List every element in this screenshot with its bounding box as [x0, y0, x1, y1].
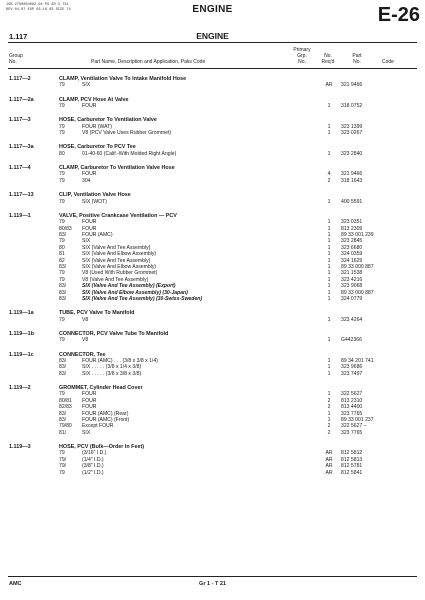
part-description: SIX (WOT)	[82, 198, 107, 205]
model-year: 79	[59, 177, 65, 184]
part-number: 89 33 000 887	[341, 289, 374, 296]
model-year: 79/	[59, 456, 67, 463]
part-description: V8	[82, 337, 89, 344]
part-description: (1/4" I.D.)	[82, 456, 104, 463]
part-number: 813 2309	[341, 225, 363, 232]
part-description: FOUR (AMC)	[82, 231, 113, 238]
quantity-required: AR	[325, 450, 333, 457]
column-header-line: No.	[353, 59, 361, 65]
group-number: 1.119—1c	[9, 351, 34, 358]
column-header-line: No.	[9, 59, 17, 65]
part-description: FOUR	[82, 171, 97, 178]
part-number: 323 0351	[341, 219, 363, 226]
quantity-required: AR	[325, 469, 333, 476]
group-title: CLAMP, Carburetor To Ventilation Valve Hose	[59, 165, 175, 172]
model-year: 79	[59, 219, 65, 226]
group-number: 1.119—1	[9, 212, 31, 219]
column-header-line: Group	[9, 53, 23, 59]
model-year: 83/	[59, 295, 67, 302]
column-header-line: No.	[298, 59, 306, 65]
part-row	[0, 296, 425, 302]
quantity-required: 1	[327, 225, 331, 232]
quantity-required: 1	[327, 416, 331, 423]
part-group	[0, 352, 425, 378]
footer-rule	[8, 576, 417, 577]
part-number: 89 33 001 239	[341, 231, 374, 238]
quantity-required: 1	[327, 103, 331, 110]
part-number: 323 6680	[341, 244, 363, 251]
group-title: HOSE, PCV (Bulk—Order In Feet)	[59, 443, 145, 450]
part-description: FOUR	[82, 397, 97, 404]
quantity-required: 2	[327, 423, 331, 430]
part-row	[0, 337, 425, 343]
quantity-required: 1	[327, 257, 331, 264]
model-year: 79/80	[59, 423, 72, 430]
part-description: SIX	[82, 238, 91, 245]
group-number: 1.117—3	[9, 117, 31, 124]
part-row	[0, 151, 425, 157]
quantity-required: 2	[327, 404, 331, 411]
quantity-required: 1	[327, 130, 331, 137]
model-year: 79/	[59, 463, 67, 470]
part-description: V8 (Valve And Tee Assembly)	[82, 276, 149, 283]
model-year: 79	[59, 238, 65, 245]
part-description: FOUR (AMC) (Front)	[82, 416, 130, 423]
quantity-required: 1	[327, 238, 331, 245]
model-year: 79	[59, 82, 65, 89]
part-group	[0, 310, 425, 323]
group-number: 1.117—3a	[9, 144, 34, 151]
group-title: HOSE, Carburetor To PCV Tee	[59, 144, 136, 151]
part-row	[0, 430, 425, 436]
part-description: SIX (Valve And Tee Assembly)	[82, 244, 151, 251]
part-description: FOUR (WAT)	[82, 123, 112, 130]
part-number: 321 9466	[341, 82, 363, 89]
part-group	[0, 117, 425, 136]
part-description: V8 (Used With Rubber Grommet)	[82, 270, 158, 277]
model-year: 82/83	[59, 404, 72, 411]
part-number: 89 34 201 741	[341, 357, 374, 364]
group-title: GROMMET, Cylinder Head Cover	[59, 384, 143, 391]
part-number: 322 5627 –	[341, 423, 367, 430]
part-description: SIX (Valve And Tee Assembly) (Export)	[82, 283, 176, 290]
model-year: 80	[59, 244, 65, 251]
quantity-required: 1	[327, 219, 331, 226]
model-year: 79	[59, 270, 65, 277]
column-header-line: Part	[352, 53, 362, 59]
group-number: 1.117—2	[9, 76, 31, 82]
part-group	[0, 444, 425, 476]
quantity-required: 2	[327, 429, 331, 436]
part-description: SIX . . . . . (3/8 x 1/4 x 3/8)	[82, 364, 142, 371]
part-number: 324 1629	[341, 257, 363, 264]
part-number: 321 1538	[341, 270, 363, 277]
group-number: 1.117—2a	[9, 96, 34, 103]
group-number: 1.119—2	[9, 384, 31, 391]
quantity-required: 1	[327, 364, 331, 371]
quantity-required: 2	[327, 177, 331, 184]
model-year: 79	[59, 123, 65, 130]
part-number: 812 5813	[341, 456, 363, 463]
header-rule-bottom	[8, 68, 417, 69]
part-number: 812 5812	[341, 450, 363, 457]
part-number: 323 7765	[341, 429, 363, 436]
part-number: 323 2845	[341, 238, 363, 245]
model-year: 83/	[59, 263, 67, 270]
part-number: 323 7765	[341, 410, 363, 417]
model-year: 80	[59, 150, 65, 157]
print-job-line: REV 04-07 EXP 03-18 03 SIZE 74	[6, 8, 71, 12]
column-header-code: Code	[382, 59, 394, 65]
part-group	[0, 213, 425, 302]
quantity-required: 1	[327, 270, 331, 277]
footer-center: Gr 1 - T 21	[199, 581, 226, 587]
quantity-required: 1	[327, 123, 331, 130]
model-year: 79	[59, 450, 65, 457]
model-year: 83/	[59, 231, 67, 238]
quantity-required: 1	[327, 263, 331, 270]
quantity-required: 1	[327, 370, 331, 377]
part-description: SIX (Valve And Elbow Assembly) (30-Japan)	[82, 289, 188, 296]
part-number: 323 1399	[341, 123, 363, 130]
model-year: 81	[59, 251, 65, 258]
part-row	[0, 103, 425, 109]
part-number: 323 2840	[341, 150, 363, 157]
column-header-group-no	[9, 53, 23, 65]
page-code: E-26	[377, 4, 420, 26]
quantity-required: 1	[327, 283, 331, 290]
part-description: V8	[82, 316, 89, 323]
part-description: FOUR	[82, 219, 97, 226]
part-group	[0, 165, 425, 184]
part-description: (3/8" I.D.)	[82, 463, 104, 470]
part-number: 318 0752	[341, 103, 363, 110]
model-year: 83/	[59, 289, 67, 296]
group-title: CLAMP, Ventilation Valve To Intake Manifold Hose	[59, 76, 187, 82]
group-number: 1.119—1b	[9, 330, 34, 337]
quantity-required: 1	[327, 391, 331, 398]
column-header-line: No.	[324, 53, 332, 59]
section-name: ENGINE	[196, 31, 229, 41]
print-job-line: JOB 2700004092-04 PG GR 3 T21	[6, 3, 69, 7]
part-description: SIX (Valve And Tee Assembly)	[82, 257, 151, 264]
quantity-required: 1	[327, 244, 331, 251]
group-title: HOSE, Carburetor To Ventilation Valve	[59, 117, 157, 124]
part-description: (3/16" I.D.)	[82, 450, 107, 457]
part-description: V8 (PCV Valve Uses Rubber Grommet)	[82, 130, 172, 137]
part-number: 813 4400	[341, 404, 363, 411]
group-number: 1.117—13	[9, 192, 34, 199]
model-year: 79	[59, 316, 65, 323]
quantity-required: 1	[327, 150, 331, 157]
quantity-required: 4	[327, 171, 331, 178]
column-header-qty	[318, 53, 338, 65]
quantity-required: 1	[327, 410, 331, 417]
part-number: 324 0359	[341, 251, 363, 258]
quantity-required: 1	[327, 357, 331, 364]
part-description: FOUR	[82, 225, 97, 232]
group-number: 1.119—1a	[9, 310, 34, 317]
column-header-primary-grp	[288, 47, 316, 65]
group-title: CLIP, Ventilation Valve Hose	[59, 192, 131, 199]
quantity-required: 1	[327, 231, 331, 238]
quantity-required: 1	[327, 198, 331, 205]
column-header-line: Req'd	[321, 59, 335, 65]
column-header-line: Grp.	[297, 53, 307, 59]
group-title: TUBE, PCV Valve To Manifold	[59, 310, 135, 317]
part-row	[0, 178, 425, 184]
part-row	[0, 470, 425, 476]
part-number: 400 5591	[341, 198, 363, 205]
part-number: 321 9466	[341, 171, 363, 178]
part-description: SIX . . . . . (3/8 x 3/8 x 3/8)	[82, 370, 142, 377]
column-header-part-no	[344, 53, 370, 65]
part-group	[0, 331, 425, 344]
model-year: 79	[59, 130, 65, 137]
model-year: 83/	[59, 357, 67, 364]
header-rule-top	[8, 42, 417, 43]
part-description: Except FOUR	[82, 423, 114, 430]
model-year: 79	[59, 391, 65, 398]
part-description: SIX (Valve And Tee Assembly) (30-Swiss-Sweden)	[82, 295, 203, 302]
part-number: 324 0779	[341, 295, 363, 302]
group-title: CLAMP, PCV Hose At Valve	[59, 96, 129, 103]
part-group	[0, 97, 425, 110]
part-number: G442366	[341, 337, 362, 344]
quantity-required: AR	[325, 463, 333, 470]
part-description: SIX (Valve And Elbow Assembly)	[82, 263, 157, 270]
model-year: 83/	[59, 370, 67, 377]
part-description: FOUR	[82, 391, 97, 398]
model-year: 80/81	[59, 397, 72, 404]
part-row	[0, 130, 425, 136]
model-year: 82	[59, 257, 65, 264]
column-header-line: Primary	[293, 47, 311, 53]
part-number: 323 4216	[341, 276, 363, 283]
group-number: 1.119—3	[9, 443, 31, 450]
quantity-required: 1	[327, 316, 331, 323]
part-number: 89 33 000 887	[341, 263, 374, 270]
model-year: 79	[59, 276, 65, 283]
part-row	[0, 371, 425, 377]
part-description: SIX	[82, 429, 91, 436]
part-number: 812 5781	[341, 463, 363, 470]
part-group	[0, 192, 425, 205]
quantity-required: 1	[327, 251, 331, 258]
section-number: 1.117	[9, 32, 28, 41]
part-number: 812 5841	[341, 469, 363, 476]
part-description: FOUR (AMC) . . . (3/8 x 3/8 x 1/4)	[82, 357, 158, 364]
model-year: 83/	[59, 410, 67, 417]
model-year: 79	[59, 198, 65, 205]
part-description: SIX	[82, 82, 91, 89]
model-year: 80/83	[59, 225, 72, 232]
group-title: VALVE, Positive Crankcase Ventilation — PCV	[59, 212, 177, 219]
page-header-title: ENGINE	[192, 4, 233, 15]
part-description: FOUR	[82, 103, 97, 110]
quantity-required: AR	[325, 82, 333, 89]
group-title: CONNECTOR, PCV Valve Tube To Manifold	[59, 330, 169, 337]
footer-left: AMC	[9, 581, 22, 587]
part-number: 813 2310	[341, 397, 363, 404]
quantity-required: 2	[327, 397, 331, 404]
model-year: 83/	[59, 364, 67, 371]
quantity-required: AR	[325, 456, 333, 463]
part-number: 323 9068	[341, 283, 363, 290]
part-description: 304	[82, 177, 91, 184]
part-number: 318 1643	[341, 177, 363, 184]
model-year: 79	[59, 469, 65, 476]
part-description: (1/2" I.D.)	[82, 469, 104, 476]
column-header-part-name: Part Name, Description and Application, Paks Code	[91, 59, 206, 65]
part-group	[0, 76, 425, 89]
quantity-required: 1	[327, 295, 331, 302]
quantity-required: 1	[327, 289, 331, 296]
model-year: 79	[59, 337, 65, 344]
part-number: 89 33 001 237	[341, 416, 374, 423]
model-year: 79	[59, 103, 65, 110]
part-row	[0, 199, 425, 205]
model-year: 79	[59, 171, 65, 178]
part-group	[0, 385, 425, 436]
quantity-required: 1	[327, 276, 331, 283]
group-title: CONNECTOR, Tee	[59, 351, 106, 358]
part-number: 323 7497	[341, 370, 363, 377]
part-number: 323 4264	[341, 316, 363, 323]
parts-list	[0, 76, 425, 484]
quantity-required: 1	[327, 337, 331, 344]
model-year: 83/	[59, 283, 67, 290]
part-number: 323 0267	[341, 130, 363, 137]
part-group	[0, 144, 425, 157]
part-number: 322 5627	[341, 391, 363, 398]
model-year: 83/	[59, 416, 67, 423]
part-description: 01-40-60 (Calif.-With Molded Right Angle)	[82, 150, 177, 157]
part-number: 323 9686	[341, 364, 363, 371]
part-description: SIX (Valve And Elbow Assembly)	[82, 251, 157, 258]
part-row	[0, 317, 425, 323]
model-year: 81/	[59, 429, 67, 436]
part-description: FOUR (AMC) (Rear)	[82, 410, 129, 417]
group-number: 1.117—4	[9, 165, 31, 172]
part-description: FOUR	[82, 404, 97, 411]
part-row	[0, 82, 425, 88]
